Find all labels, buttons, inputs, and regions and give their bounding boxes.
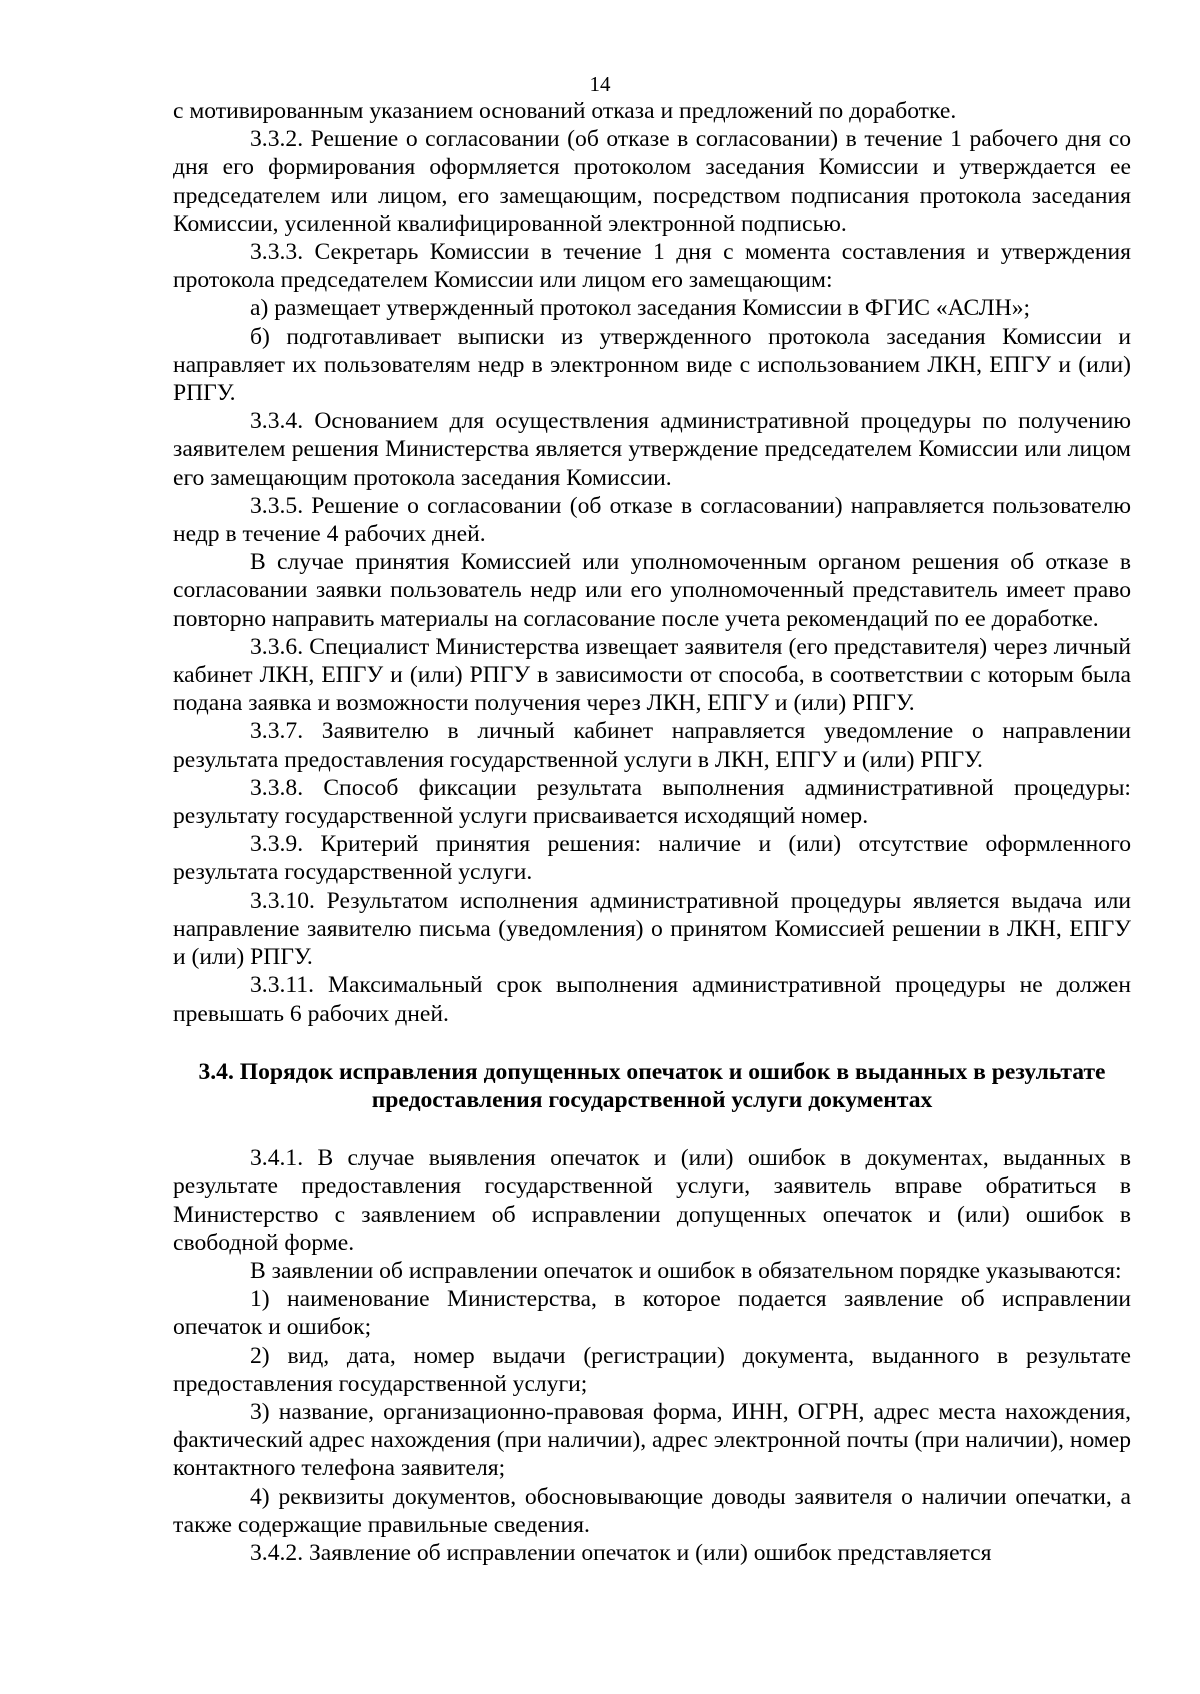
paragraph-3-3-4: 3.3.4. Основанием для осуществления административной процедуры по получению заявителем решения Министерства является утверждение председателем Комиссии или лицом его замещающим протокола заседания Комиссии.: [173, 408, 1131, 491]
page-number: 14: [589, 72, 611, 96]
paragraph-3-3-8: 3.3.8. Способ фиксации результата выполнения административной процедуры: результату государственной услуги присваивается исходящий номер.: [173, 774, 1131, 830]
paragraph-3-3-7: 3.3.7. Заявителю в личный кабинет направляется уведомление о направлении результата предоставления государственной услуги в ЛКН, ЕПГУ и (или) РПГУ.: [173, 718, 1131, 773]
paragraph-item-b: б) подготавливает выписки из утвержденного протокола заседания Комиссии и направляет их пользователям недр в электронном виде с использованием ЛКН, ЕПГУ и (или) РПГУ.: [173, 323, 1131, 407]
paragraph-3-4-2: 3.4.2. Заявление об исправлении опечаток и (или) ошибок представляется: [250, 1539, 992, 1566]
paragraph-3-3-9: 3.3.9. Критерий принятия решения: наличие и (или) отсутствие оформленного результата государственной услуги.: [173, 831, 1131, 886]
section-heading-line-1: 3.4. Порядок исправления допущенных опечаток и ошибок в выданных в результате: [198, 1058, 1106, 1085]
paragraph-3-3-5: 3.3.5. Решение о согласовании (об отказе в согласовании) направляется пользователю недр в течение 4 рабочих дней.: [173, 492, 1131, 548]
paragraph-3-3-2: 3.3.2. Решение о согласовании (об отказе в согласовании) в течение 1 рабочего дня со дня его формирования оформляется протоколом заседания Комиссии и утверждается ее председателем или лицом, его замещающим, посредством подписания протокола заседания Комиссии, усиленной квалифицированной электронной подписью.: [173, 126, 1131, 237]
section-heading-line-2: предоставления государственной услуги документах: [371, 1086, 933, 1113]
paragraph-item-2: 2) вид, дата, номер выдачи (регистрации) документа, выданного в результате предоставления государственной услуги;: [173, 1342, 1131, 1397]
document-body: [173, 97, 1131, 1567]
paragraph-3-3-11: 3.3.11. Максимальный срок выполнения административной процедуры не должен превышать 6 рабочих дней.: [173, 972, 1131, 1027]
section-heading-3-4: [173, 1058, 1131, 1114]
paragraph-3-4-1: 3.4.1. В случае выявления опечаток и (или) ошибок в документах, выданных в результате предоставления государственной услуги, заявитель вправе обратиться в Министерство с заявлением об исправлении допущенных опечаток и (или) ошибок в свободной форме.: [173, 1145, 1131, 1256]
paragraph-required-fields: В заявлении об исправлении опечаток и ошибок в обязательном порядке указываются:: [250, 1257, 1122, 1284]
paragraph-item-a: а) размещает утвержденный протокол заседания Комиссии в ФГИС «АСЛН»;: [250, 295, 1031, 322]
paragraph-item-1: 1) наименование Министерства, в которое подается заявление об исправлении опечаток и ошибок;: [173, 1286, 1131, 1341]
paragraph-continuation: с мотивированным указанием оснований отказа и предложений по доработке.: [173, 98, 957, 124]
paragraph-3-3-10: 3.3.10. Результатом исполнения административной процедуры является выдача или направление заявителю письма (уведомления) о принятом Комиссией решении в ЛКН, ЕПГУ и (или) РПГУ.: [173, 887, 1131, 971]
paragraph-item-3: 3) название, организационно-правовая форма, ИНН, ОГРН, адрес места нахождения, фактический адрес нахождения (при наличии), адрес электронной почты (при наличии), номер контактного телефона заявителя;: [173, 1398, 1131, 1482]
paragraph-refusal-case: В случае принятия Комиссией или уполномоченным органом решения об отказе в согласовании заявки пользователь недр или его уполномоченный представитель имеет право повторно направить материалы на согласование после учета рекомендаций по ее доработке.: [173, 549, 1131, 632]
paragraph-item-4: 4) реквизиты документов, обосновывающие доводы заявителя о наличии опечатки, а также содержащие правильные сведения.: [173, 1483, 1131, 1538]
paragraph-3-3-3: 3.3.3. Секретарь Комиссии в течение 1 дня с момента составления и утверждения протокола председателем Комиссии или лицом его замещающим:: [173, 239, 1131, 294]
paragraph-3-3-6: 3.3.6. Специалист Министерства извещает заявителя (его представителя) через личный кабинет ЛКН, ЕПГУ и (или) РПГУ в зависимости от способа, в соответствии с которым была подана заявка и возможности получения через ЛКН, ЕПГУ и (или) РПГУ.: [173, 633, 1131, 717]
